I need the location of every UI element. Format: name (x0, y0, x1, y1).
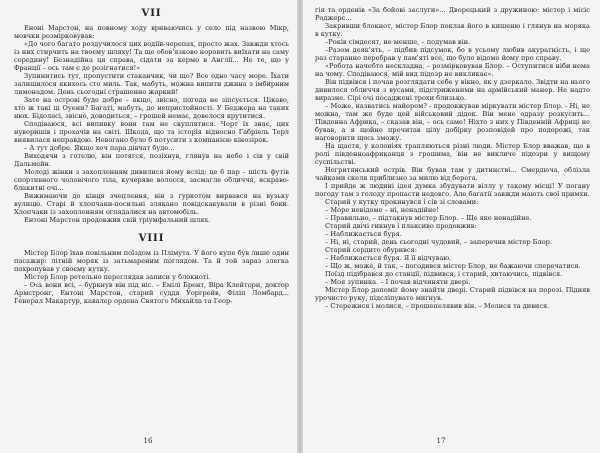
paragraph: Вижимаючи до кінця зчеплення, він з гуркотом вирвався на вузьку вулицю. Старі й хлопчаки-посильні злякано повідскакували в різні боки. Хлопчаки із захопленням оглядалися на автомобіль. (14, 192, 289, 216)
paragraph: –Років сімдесят, не менше, – подумав він. (325, 38, 471, 46)
chapter-7-body (14, 24, 289, 224)
paragraph: Негритянський острів. Він бував там у дитинстві... Смердюча, облізла чайками скеля приблизно за милю від берега. (315, 166, 590, 182)
paragraph: – Правильно, – підтакнув містер Блор. – Ще яке ненадійне. (325, 214, 532, 222)
paragraph: Молоді жінки з захопленням дивилися йому вслід: це 6 пар – шість футів спортивного чоловічого тіла, кучеряве волосся, засмагле обличчя, яскраво-блакитні очі... (14, 168, 289, 192)
paragraph: Поїзд підібрався до станції, підвився, і старий, хитаючись, підвівся. (325, 270, 563, 278)
left-page (0, 0, 297, 453)
paragraph: – Ні, ні, старий, день сьогодні чудовий, – заперечив містер Блор. (325, 238, 552, 246)
paragraph: – Стережися і молися, – прошепелявив він. – Молися та дивися. (325, 302, 550, 310)
paragraph: гія та орденів «За бойові заслуги»... Дворецький з дружиною: містер і місіс Роджерс... (315, 6, 590, 22)
chapter-8-title: VIII (138, 233, 165, 244)
page-number: 16 (143, 437, 153, 445)
paragraph: – Може, назватись майором? - продовжував міркувати містер Блор. - Ні, не можна, там же буде цей військовий дідок. Він мене одразу розкусить... Південна Африка, – сказав він, – ось саме! Ніхто з них у Південній Африці не бував, а я щойно прочитав цілу добірку розповідей про подорожі, так наговорити щось зможу. (315, 102, 590, 142)
paragraph: Ентоні Марстон продовжив свій тріумфальний шлях. (24, 216, 211, 224)
paragraph: – Наближається буря. (325, 230, 402, 238)
paragraph: Еноні Марстон, на повному ходу вриваючись у село під назвою Мікр, мовчки розмірковував: (14, 24, 289, 40)
paragraph: Старий двічі гикнув і плаксиво продовжив: (325, 222, 477, 230)
paragraph: Сподіваюся, всі випивку вони там не скуплятися. Чорт їх знає, цих нуворишів і прохачів на світі. Шкода, що та історія відносно Габріель Терл виявилася неправдою. Невогано було б потусити з компанією кінозірок. (14, 120, 289, 144)
paragraph: «До чого багато роздучилося цих водіїв-черепах, просто жах. Завжди хтось із них стирчить на твоєму шляху! Та ще обов'язково норовить виїхати на саму середину! Безнадійна ця справа, сідати за кермо в Англії... Не те, що у Франції – ось там є де розігнатися!» (14, 40, 289, 72)
paragraph: Старий у кутку прокинувся і сів зі словами: (325, 198, 479, 206)
paragraph: – Наближається буря. Я її відчуваю. (325, 254, 452, 262)
paragraph: Виходячи з готелю, він потягся, позіхнув, глянув на небо і сів у свій Дальмейн. (14, 152, 289, 168)
paragraph: –Разом деяк'ять, – підбив підсумок, бо в усьому любив акуратність, і ще раз старанно перебрав у пам'яті все, що було відомо йому про справу. (315, 46, 590, 62)
chapter-7-title: VII (141, 8, 162, 19)
paragraph: – Моя зупинка. – І почав відчиняти двері. (325, 278, 471, 286)
paragraph: Закривши блокнот, містер Блор поклав його в кишеню і глянув на моряка в кутку. (315, 22, 590, 38)
paragraph: Він підвівся і почав розглядати себе у вікно, як у дзеркало. Звідти на нього дивилося обличчя з вусами, підстриженими на армійський манер. Не надто виразне. Сірі очі посаджені трохи близько. (315, 78, 590, 102)
page-number: 17 (436, 437, 446, 445)
paragraph: – Ось вони всі, – буркнув він під ніс. – Емілі Брент, Віра Клейторн, доктор Армстронг, Ентоні Марстон, старий суддя Уоргрейв, Філіп Ломбард... Генерал Макартур, кавалер ордена Святого Михайла та Геор- (14, 281, 289, 305)
paragraph: Містер Блор ретельно переглядав записи у блокноті. (24, 273, 211, 281)
paragraph: На щастя, у колоніях трапляються різні люди. Містер Блор вважав, що в ролі південноафриканця з грошима, він не викличе підозри у вищому суспільстві. (315, 142, 590, 166)
right-page (303, 0, 600, 453)
paragraph: Містер Блор допоміг йому знайти двері. Старий підвівся на порозі. Підняв урочисто руку, підсліпувато мигнув. (315, 286, 590, 302)
paragraph: Зупинитись тут, пропустити стаканчик, чи що? Все одно часу море. Їхати залишилося якихось сто миль. Так, мабуть, можна випити джина з імбирним лимонадом. День сьогодні страшенно жаркий! (14, 72, 289, 96)
chapter-8-body (14, 249, 289, 305)
paragraph: Містер Блор їхав повільним поїздом із Плімута. У його купе був лише один пасажир: літній моряк із затьмареним поглядом. Та й той зараз злегка похропував у своєму кутку. (14, 249, 289, 273)
paragraph: Старий сердито обурився: (325, 246, 417, 254)
paragraph: – Море невідоме – ні, ненадійне! (325, 206, 439, 214)
page-body (315, 6, 590, 310)
paragraph: – Що ж, може, й так, – погодився містер Блор, не бажаючи сперечатися. (325, 262, 581, 270)
paragraph: «Робота начебто нескладна, – розмірковував Блор. – Оступитися ніби нема на чому. Сподіваюся, мій вид підозр не викликає». (315, 62, 590, 78)
paragraph: Зате на острові буде добре – якщо, звісно, погода не зіпсується. Цікаво, хто ж такі ці Оуени? Багаті, мабуть, до непристойності. У Беджера на таких нюх. Бідоласі, звісно, доводиться, – грошей немає, довелося крутитися. (14, 96, 289, 120)
paragraph: І прийде ж людині ідея думка збудувати віллу у такому місці! У погану погоду там з голоду пропасти недовго. Але багатії завжди мають свої примхи. (315, 182, 590, 198)
paragraph: – А тут добре. Якщо хоч пара дівчат буде... (24, 144, 175, 152)
